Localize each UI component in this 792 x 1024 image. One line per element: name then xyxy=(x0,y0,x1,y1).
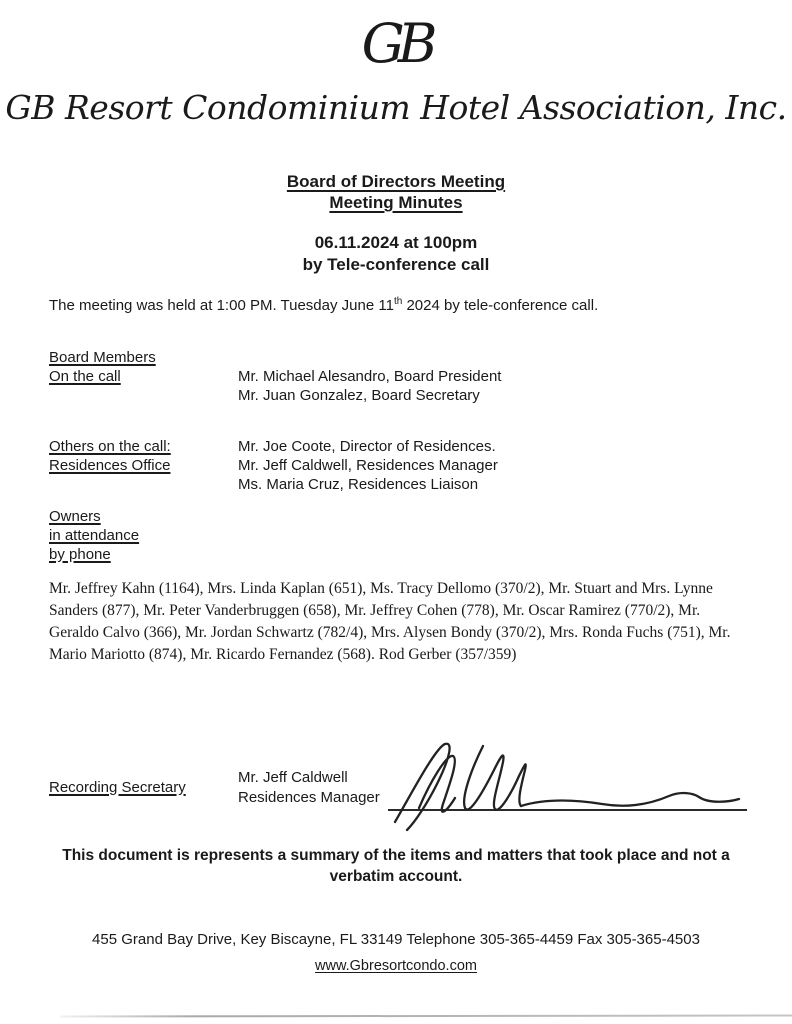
meeting-date: 06.11.2024 at 100pm xyxy=(314,233,478,252)
others-list xyxy=(238,437,498,494)
gb-monogram-logo: GB xyxy=(361,12,431,75)
owners-label xyxy=(49,507,139,564)
intro-superscript: th xyxy=(393,296,403,307)
others-entry: Mr. Jeff Caldwell, Residences Manager xyxy=(238,457,498,474)
intro-text-start: The meeting was held at 1:00 PM. Tuesday June 11 xyxy=(49,297,394,314)
heading-line-1: Board of Directors Meeting xyxy=(286,172,506,191)
owners-label-line1: Owners xyxy=(49,508,101,525)
owners-label-line2: in attendance xyxy=(49,527,140,544)
recording-secretary-identity xyxy=(238,768,380,808)
intro-paragraph xyxy=(49,292,598,316)
others-label-line1: Others on the call: xyxy=(49,438,171,455)
heading-line-2: Meeting Minutes xyxy=(329,193,463,212)
scan-artifact-line xyxy=(60,1014,792,1017)
others-entry: Mr. Joe Coote, Director of Residences. xyxy=(238,438,496,455)
handwritten-signature xyxy=(385,736,745,832)
recording-secretary-label xyxy=(49,778,186,797)
meeting-date-block xyxy=(0,232,792,276)
footer-address: 455 Grand Bay Drive, Key Biscayne, FL 33149 Telephone 305-365-4459 Fax 305-365-4503 xyxy=(92,931,700,948)
others-label xyxy=(49,437,171,475)
board-members-label xyxy=(49,348,156,386)
others-entry: Ms. Maria Cruz, Residences Liaison xyxy=(238,476,479,493)
intro-text-end: 2024 by tele-conference call. xyxy=(402,297,599,314)
recording-secretary-label-text: Recording Secretary xyxy=(49,779,186,796)
recording-secretary-name: Mr. Jeff Caldwell xyxy=(238,769,348,786)
document-heading xyxy=(0,171,792,213)
others-label-line2: Residences Office xyxy=(49,457,171,474)
organization-name: GB Resort Condominium Hotel Association, Inc. xyxy=(5,88,787,127)
board-members-label-line2: On the call xyxy=(49,368,121,385)
footer-website xyxy=(0,957,792,976)
board-members-list xyxy=(238,367,501,405)
owners-label-line3: by phone xyxy=(49,546,111,563)
footer-website-text: www.Gbresortcondo.com xyxy=(315,958,477,974)
board-member-entry: Mr. Michael Alesandro, Board President xyxy=(238,368,502,385)
summary-disclaimer: This document is represents a summary of the items and matters that took place and not a verbatim account. xyxy=(62,847,730,885)
recording-secretary-title: Residences Manager xyxy=(238,789,380,806)
meeting-method: by Tele-conference call xyxy=(302,255,490,274)
board-member-entry: Mr. Juan Gonzalez, Board Secretary xyxy=(238,387,480,404)
owners-attendance-paragraph: Mr. Jeffrey Kahn (1164), Mrs. Linda Kaplan (651), Ms. Tracy Dellomo (370/2), Mr. Stuart and Mrs. Lynne Sanders (877), Mr. Peter Vanderbruggen (658), Mr. Jeffrey Cohen (778), Mr. Oscar Ramirez (770/2), Mr. Geraldo Calvo (366), Mr. Jordan Schwartz (782/4), Mrs. Alysen Bondy (370/2), Mrs. Ronda Fuchs (751), Mr. Mario Mariotto (874), Mr. Ricardo Fernandez (568). Rod Gerber (357/359) xyxy=(49,580,731,663)
board-members-label-line1: Board Members xyxy=(49,349,156,366)
